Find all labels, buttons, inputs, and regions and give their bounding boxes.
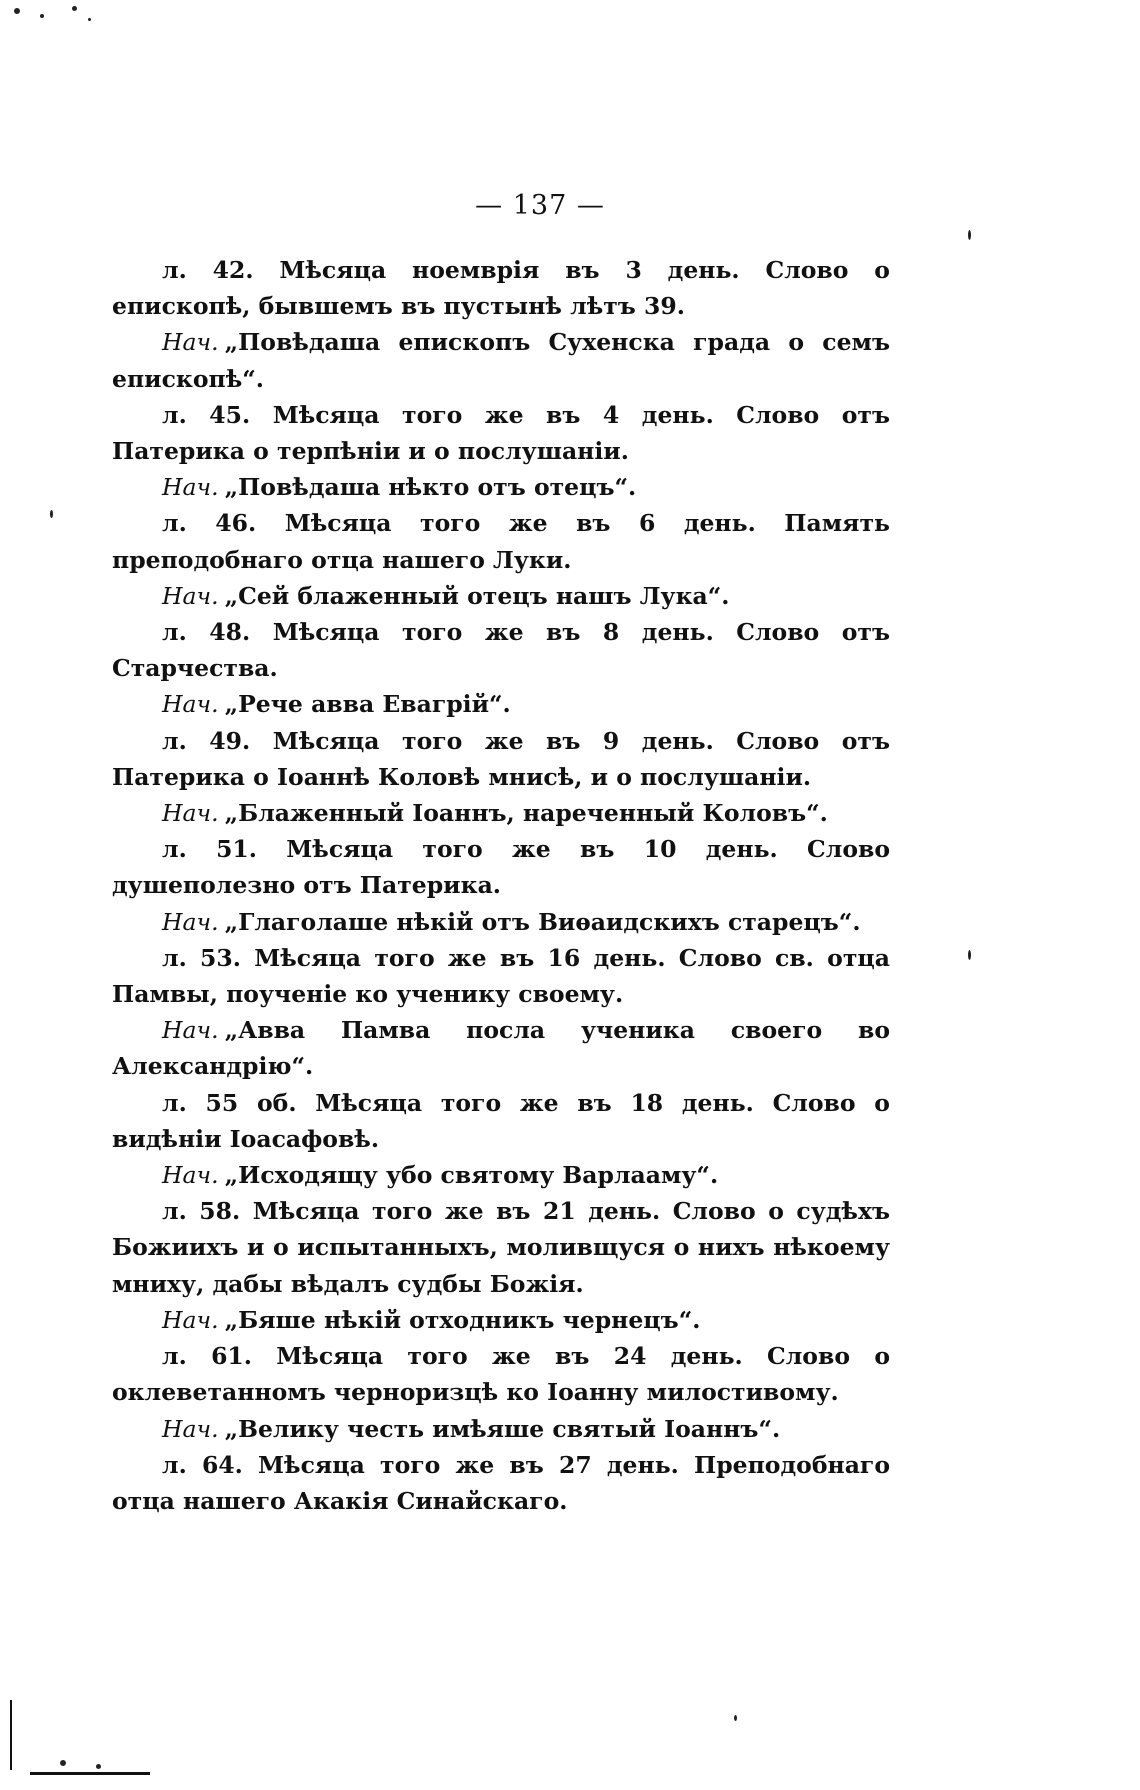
entry-text: Мѣсяца того же въ 6 день. Память преподобнаго отца нашего Луки. (112, 509, 890, 574)
entry-text: Мѣсяца того же въ 24 день. Слово о оклеветанномъ черноризцѣ ко Іоанну милостивому. (112, 1342, 890, 1407)
entry-text: Мѣсяца того же въ 16 день. Слово св. отца Памвы, поученіе ко ученику своему. (112, 943, 890, 1009)
incipit-text: „Повѣдаша епископъ Сухенска града о семъ епископѣ“. (112, 328, 890, 393)
scan-edge-mark (10, 1700, 12, 1770)
incipit-text: „Исходящу убо святому Варлааму“. (224, 1161, 719, 1190)
incipit-text: „Блаженный Іоаннъ, нареченный Коловъ“. (224, 799, 828, 828)
page-number: — 137 — (475, 190, 605, 221)
incipit-label: Нач. (162, 907, 219, 936)
scan-speck (14, 8, 20, 14)
incipit-label: Нач. (162, 328, 219, 357)
incipit-text: „Бяше нѣкій отходникъ чернецъ“. (224, 1305, 701, 1334)
incipit-line (112, 469, 890, 505)
leaf-reference: л. 53. (162, 943, 241, 972)
entry-text: Мѣсяца того же въ 10 день. Слово душеполезно отъ Патерика. (112, 835, 890, 900)
scan-speck (968, 230, 971, 240)
incipit-line (112, 1411, 890, 1447)
incipit-text: „Авва Памва посла ученика своего во Александрію“. (112, 1016, 890, 1081)
leaf-reference: л. 55 об. (162, 1088, 297, 1117)
entry-line (112, 252, 890, 324)
incipit-text: „Рече авва Евагрій“. (224, 690, 511, 719)
entry-text: Мѣсяца того же въ 18 день. Слово о видѣніи Іоасафовѣ. (112, 1088, 890, 1153)
entry-line (112, 1447, 890, 1519)
incipit-label: Нач. (162, 581, 219, 610)
incipit-line (112, 1012, 890, 1084)
incipit-text: „Велику честь имѣяше святый Іоаннъ“. (224, 1414, 781, 1443)
incipit-label: Нач. (162, 1305, 219, 1334)
incipit-line (112, 324, 890, 396)
entry-line (112, 723, 890, 795)
entry-line (112, 397, 890, 469)
incipit-label: Нач. (162, 473, 219, 502)
scan-speck (88, 18, 91, 21)
scan-speck (60, 1760, 66, 1766)
leaf-reference: л. 42. (162, 256, 254, 284)
incipit-line (112, 795, 890, 831)
entry-line (112, 1338, 890, 1410)
incipit-line (112, 1302, 890, 1338)
leaf-reference: л. 58. (162, 1197, 241, 1226)
leaf-reference: л. 51. (162, 835, 257, 864)
incipit-text: „Повѣдаша нѣкто отъ отецъ“. (224, 473, 637, 502)
catalog-text (112, 252, 890, 1519)
leaf-reference: л. 46. (162, 509, 257, 538)
leaf-reference: л. 64. (162, 1450, 243, 1479)
entry-line (112, 940, 890, 1012)
scan-speck (72, 6, 77, 11)
incipit-label: Нач. (162, 690, 219, 719)
incipit-text: „Сей блаженный отецъ нашъ Лука“. (224, 581, 730, 610)
scan-edge-mark (30, 1772, 150, 1775)
scan-speck (50, 510, 53, 518)
entry-text: Мѣсяца ноемврія въ 3 день. Слово о епископѣ, бывшемъ въ пустынѣ лѣтъ 39. (112, 256, 890, 321)
entry-line (112, 505, 890, 577)
entry-text: Мѣсяца того же въ 8 день. Слово отъ Старчества. (112, 618, 891, 683)
incipit-label: Нач. (162, 1016, 219, 1045)
entry-text: Мѣсяца того же въ 9 день. Слово отъ Патерика о Іоаннѣ Коловѣ мнисѣ, и о послушаніи. (112, 726, 891, 791)
incipit-line (112, 904, 890, 940)
leaf-reference: л. 49. (162, 726, 251, 755)
leaf-reference: л. 61. (162, 1342, 252, 1371)
entry-text: Мѣсяца того же въ 4 день. Слово отъ Патерика о терпѣніи и о послушаніи. (112, 400, 891, 466)
entry-line (112, 831, 890, 903)
leaf-reference: л. 48. (162, 618, 251, 647)
incipit-line (112, 578, 890, 614)
entry-line (112, 614, 890, 686)
incipit-text: „Глаголаше нѣкій отъ Виѳаидскихъ старецъ“. (224, 907, 861, 936)
entry-line (112, 1085, 890, 1157)
incipit-line (112, 686, 890, 722)
scan-speck (968, 950, 971, 960)
scan-speck (96, 1764, 101, 1769)
entry-line (112, 1193, 890, 1302)
leaf-reference: л. 45. (162, 400, 251, 429)
incipit-line (112, 1157, 890, 1193)
scan-speck (40, 14, 44, 18)
incipit-label: Нач. (162, 1414, 219, 1443)
entry-text: Мѣсяца того же въ 27 день. Преподобнаго отца нашего Акакія Синайскаго. (112, 1450, 890, 1515)
incipit-label: Нач. (162, 799, 219, 828)
incipit-label: Нач. (162, 1161, 219, 1190)
scan-speck (734, 1715, 737, 1721)
entry-text: Мѣсяца того же въ 21 день. Слово о судѣхъ Божиихъ и о испытанныхъ, моливщуся о нихъ нѣкоему мниху, дабы вѣдалъ судбы Божія. (112, 1197, 890, 1298)
